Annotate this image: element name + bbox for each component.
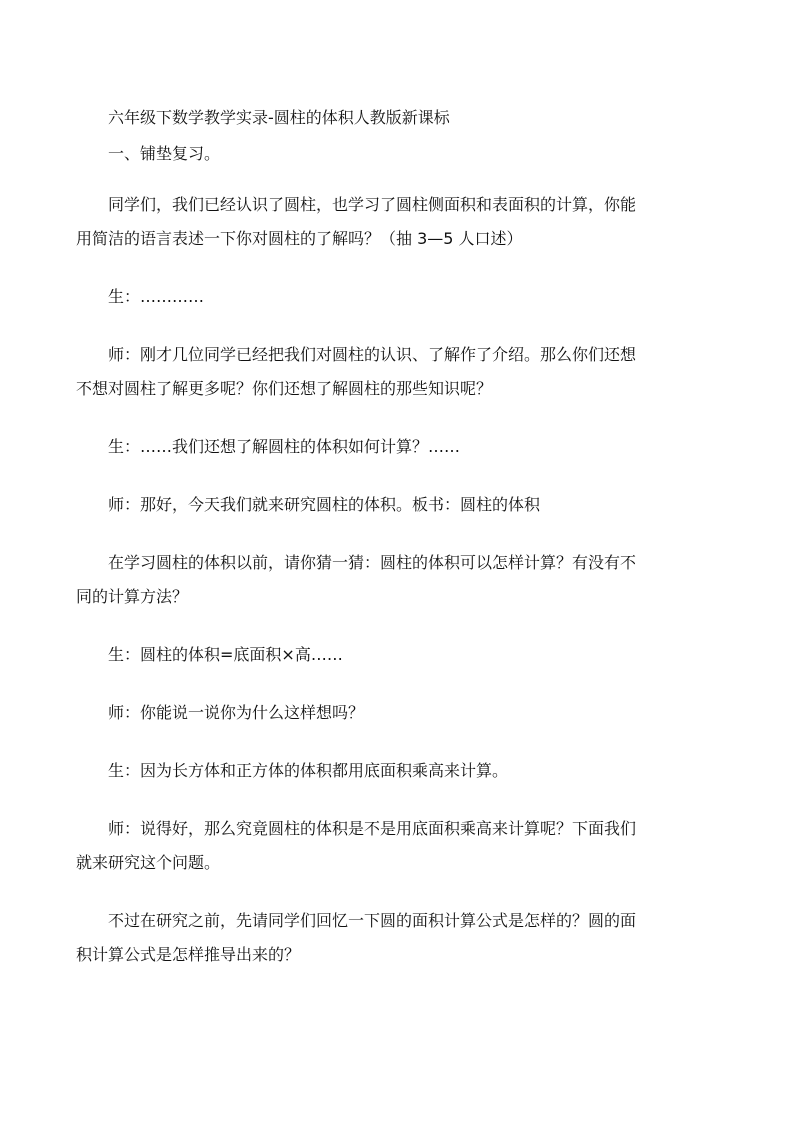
paragraph-student-reply: [108, 280, 724, 314]
paragraph-line: 积计算公式是怎样推导出来的？: [76, 945, 301, 964]
paragraph-line: 师：刚才几位同学已经把我们对圆柱的认识、了解作了介绍。那么你们还想: [108, 345, 637, 364]
paragraph-line: 不过在研究之前，先请同学们回忆一下圆的面积计算公式是怎样的？圆的面: [108, 911, 637, 930]
document-title: 六年级下数学教学实录-圆柱的体积人教版新课标: [108, 108, 450, 127]
paragraph-line: 生：因为长方体和正方体的体积都用底面积乘高来计算。: [108, 761, 509, 780]
document-body: [76, 104, 724, 972]
paragraph-teacher-why: [108, 696, 724, 730]
paragraph-line: 师：你能说一说你为什么这样想吗？: [108, 703, 365, 722]
paragraph-line: 用简洁的语言表述一下你对圆柱的了解吗？（抽 3—5 人口述）: [76, 229, 523, 248]
paragraph-guess: [76, 546, 724, 614]
paragraph-line: 同学们，我们已经认识了圆柱，也学习了圆柱侧面积和表面积的计算，你能: [108, 195, 637, 214]
paragraph-student-formula: [108, 638, 724, 672]
section-heading: 一、铺垫复习。: [108, 144, 221, 163]
paragraph-line: 就来研究这个问题。: [76, 853, 221, 872]
paragraph-teacher-intro: [76, 338, 724, 406]
paragraph-line: 不想对圆柱了解更多呢？你们还想了解圆柱的那些知识呢？: [76, 379, 493, 398]
paragraph-intro: [76, 188, 724, 256]
paragraph-line: 同的计算方法？: [76, 587, 189, 606]
paragraph-line: 生：…………: [108, 287, 205, 306]
paragraph-line: 师：那好，今天我们就来研究圆柱的体积。板书：圆柱的体积: [108, 495, 541, 514]
paragraph-circle-area-review: [76, 904, 724, 972]
paragraph-line: 生：……我们还想了解圆柱的体积如何计算？……: [108, 437, 461, 456]
paragraph-student-question: [108, 430, 724, 464]
paragraph-teacher-topic: [108, 488, 724, 522]
paragraph-line: 在学习圆柱的体积以前，请你猜一猜：圆柱的体积可以怎样计算？有没有不: [108, 553, 637, 572]
paragraph-student-reason: [108, 754, 724, 788]
paragraph-line: 师：说得好，那么究竟圆柱的体积是不是用底面积乘高来计算呢？下面我们: [108, 819, 637, 838]
paragraph-teacher-research: [76, 812, 724, 880]
paragraph-line: 生：圆柱的体积=底面积×高……: [108, 645, 343, 664]
